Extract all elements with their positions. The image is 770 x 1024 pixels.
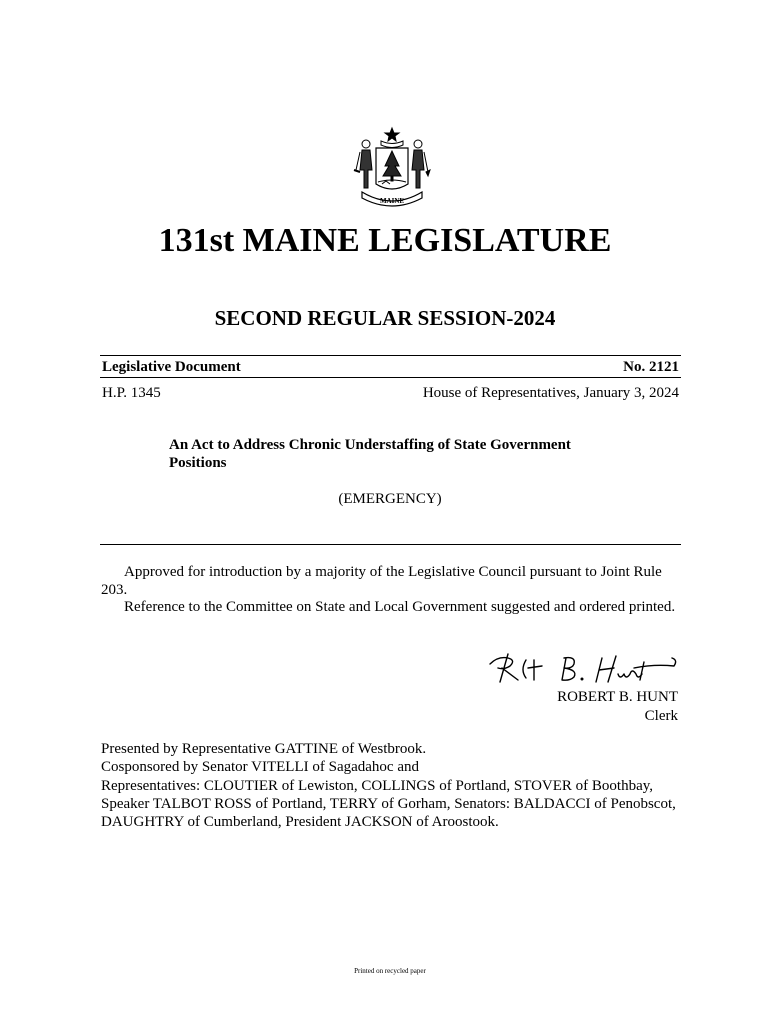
cosponsored-by: Cosponsored by Senator VITELLI of Sagadahoc and xyxy=(101,759,419,776)
document-number: No. 2121 xyxy=(623,359,679,375)
document-type-label: Legislative Document xyxy=(102,359,241,375)
recycled-paper-note: Printed on recycled paper xyxy=(354,967,426,975)
maine-state-seal xyxy=(348,126,436,212)
middle-divider xyxy=(100,377,681,378)
act-title-line-2: Positions xyxy=(169,455,227,471)
session-title: SECOND REGULAR SESSION-2024 xyxy=(214,306,556,330)
emergency-designation: (EMERGENCY) xyxy=(338,491,442,507)
approval-line: Approved for introduction by a majority of the Legislative Council pursuant to Joint Rule 203. xyxy=(101,564,662,598)
clerk-title: Clerk xyxy=(644,708,678,724)
clerk-signature xyxy=(484,646,684,690)
legislature-title: 131st MAINE LEGISLATURE xyxy=(158,222,612,259)
approval-statement xyxy=(101,564,684,617)
reference-line: Reference to the Committee on State and Local Government suggested and ordered printed. xyxy=(124,599,676,615)
clerk-name: ROBERT B. HUNT xyxy=(557,689,678,705)
bottom-divider xyxy=(100,544,681,545)
house-paper-number: H.P. 1345 xyxy=(102,385,161,401)
seal-lettering: MAINE xyxy=(379,197,405,205)
act-title xyxy=(169,436,589,472)
presented-by: Presented by Representative GATTINE of Westbrook. xyxy=(101,741,427,757)
act-title-line-1: An Act to Address Chronic Understaffing of State Government xyxy=(169,437,571,453)
top-divider xyxy=(100,355,681,356)
origin-date: House of Representatives, January 3, 2024 xyxy=(422,385,679,401)
sponsors-section xyxy=(101,740,686,831)
cosponsor-representatives: Representatives: CLOUTIER of Lewiston, COLLINGS of Portland, STOVER of Boothbay, Speaker TALBOT ROSS of Portland, TERRY of Gorham, Senators: BALDACCI of Penobscot, DAUGHTRY of Cumberland, President JACKSON of Aroostook. xyxy=(101,777,676,831)
